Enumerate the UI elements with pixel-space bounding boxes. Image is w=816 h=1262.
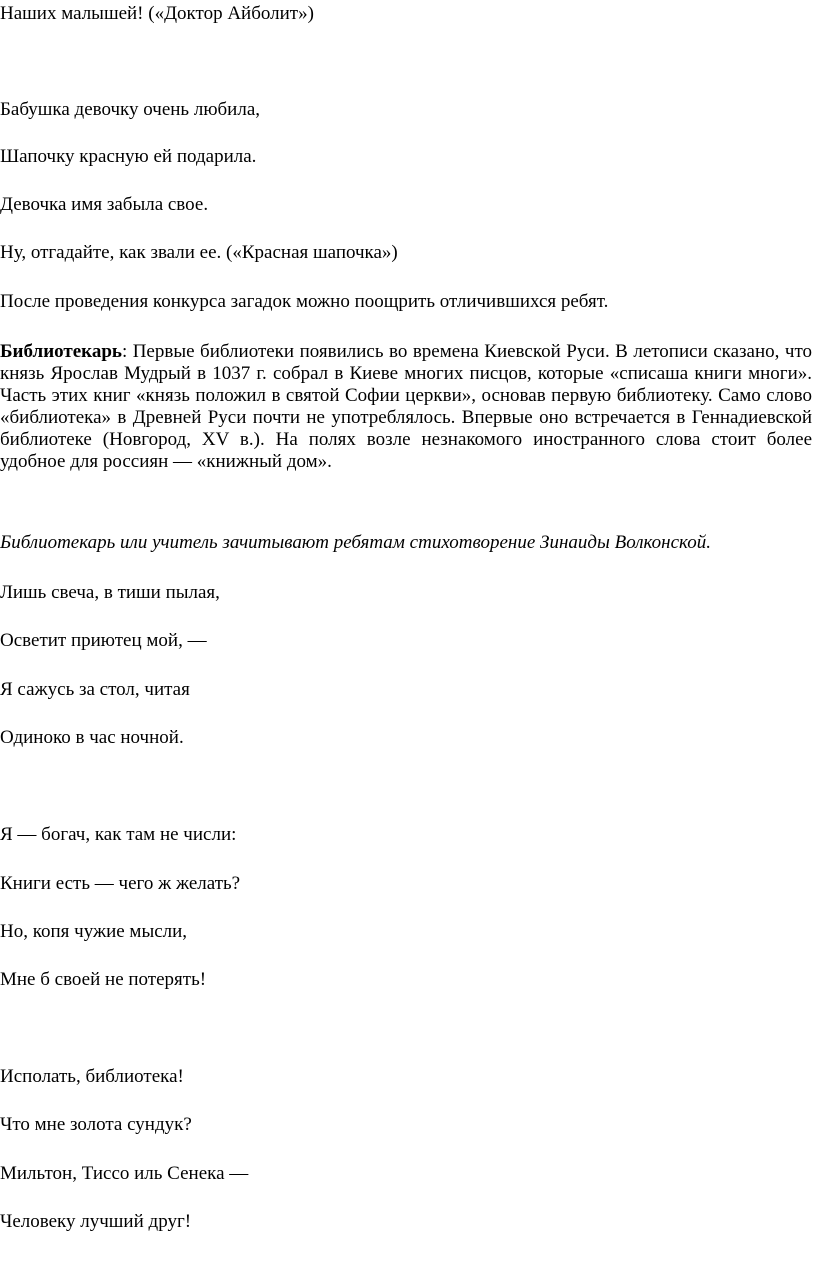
poem-line: Исполать, библиотека! bbox=[0, 1066, 184, 1087]
librarian-text: : Первые библиотеки появились во времена Киевской Руси. В летописи сказано, что князь Ярослав Мудрый в 1037 г. собрал в Киеве многих писцов, которые «списаша книги многи». Часть этих книг «князь положил в святой Софии церкви», основав первую библиотеку. Само слово «библиотека» в Древней Руси почти не употреблялось. Впервые оно встречается в Геннадиевской библиотеке (Новгород, XV в.). На полях возле незнакомого иностранного слова стоит более удобное для россиян — «книжный дом». bbox=[0, 341, 812, 472]
riddle-ending-line: Наших малышей! («Доктор Айболит») bbox=[0, 3, 314, 24]
poem-line: Что мне золота сундук? bbox=[0, 1114, 192, 1135]
reading-instruction: Библиотекарь или учитель зачитывают ребятам стихотворение Зинаиды Волконской. bbox=[0, 532, 711, 553]
contest-note: После проведения конкурса загадок можно поощрить отличившихся ребят. bbox=[0, 291, 609, 312]
poem-line: Лишь свеча, в тиши пылая, bbox=[0, 582, 220, 603]
poem-line: Книги есть — чего ж желать? bbox=[0, 873, 241, 894]
librarian-label: Библиотекарь bbox=[0, 341, 122, 362]
poem-line: Я — богач, как там не числи: bbox=[0, 824, 237, 845]
riddle-line: Шапочку красную ей подарила. bbox=[0, 146, 257, 167]
poem-line: Но, копя чужие мысли, bbox=[0, 921, 188, 942]
riddle-line: Девочка имя забыла свое. bbox=[0, 194, 209, 215]
poem-line: Мильтон, Тиссо иль Сенека — bbox=[0, 1163, 249, 1184]
poem-line: Одиноко в час ночной. bbox=[0, 727, 184, 748]
librarian-paragraph bbox=[0, 341, 812, 473]
poem-line: Осветит приютец мой, — bbox=[0, 630, 207, 651]
poem-line: Я сажусь за стол, читая bbox=[0, 679, 190, 700]
poem-line: Мне б своей не потерять! bbox=[0, 969, 207, 990]
poem-line: Человеку лучший друг! bbox=[0, 1211, 192, 1232]
riddle-line: Бабушка девочку очень любила, bbox=[0, 99, 261, 120]
riddle-line: Ну, отгадайте, как звали ее. («Красная шапочка») bbox=[0, 242, 398, 263]
